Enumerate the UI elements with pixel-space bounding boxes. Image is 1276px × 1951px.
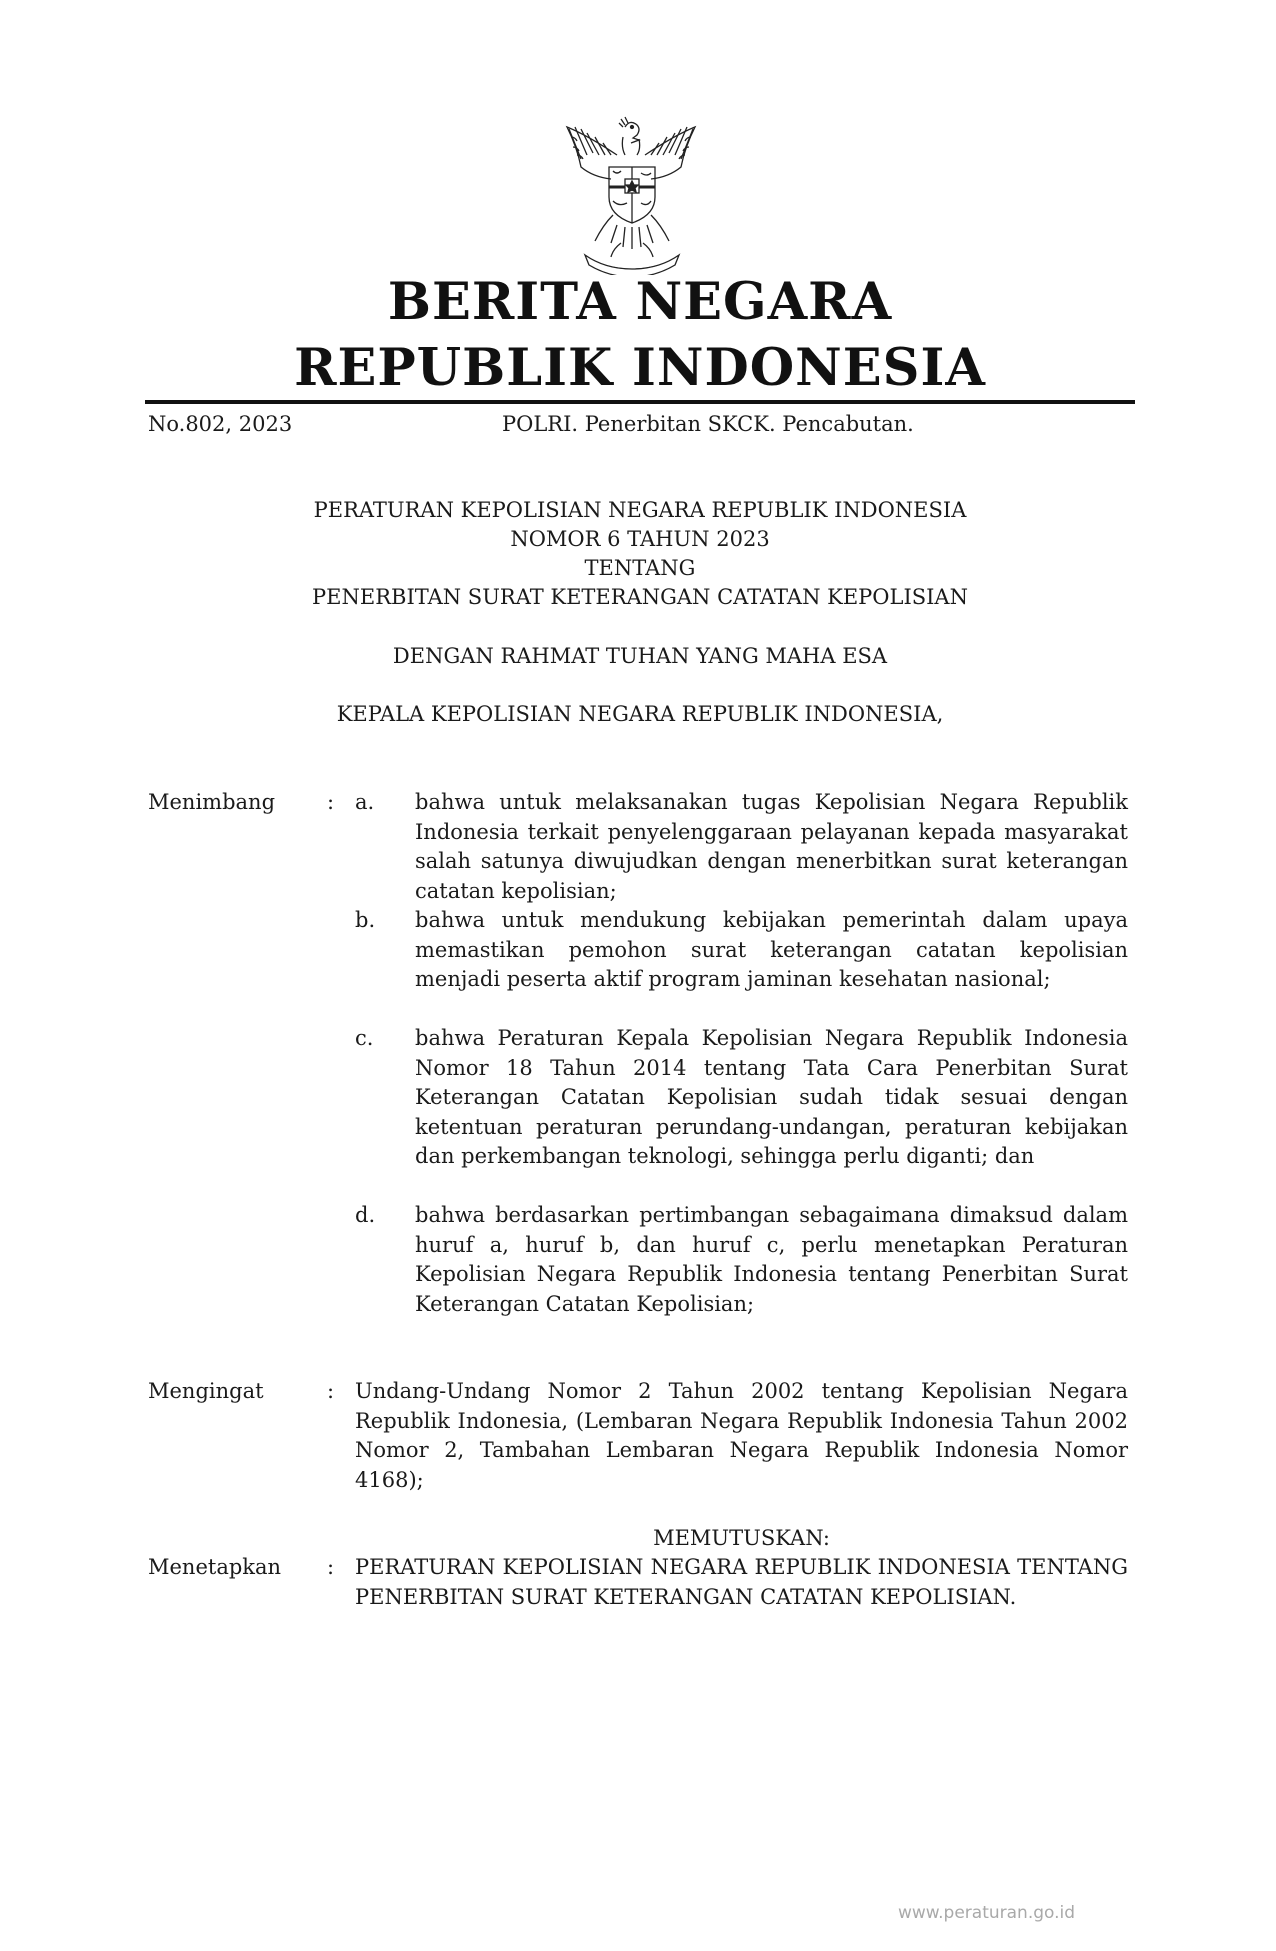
menimbang-item-a: bahwa untuk melaksanakan tugas Kepolisian Negara Republik Indonesia terkait penyelenggaraan pelayanan kepada masyarakat salah satunya diwujudkan dengan menerbitkan surat keterangan catatan kepolisian; [415,790,1128,903]
menimbang-item-b: bahwa untuk mendukung kebijakan pemerintah dalam upaya memastikan pemohon surat keterangan catatan kepolisian menjadi peserta aktif program jaminan kesehatan nasional; [415,908,1128,991]
menimbang-label: Menimbang [148,790,276,814]
menimbang-colon: : [327,790,335,814]
menimbang-item-d: bahwa berdasarkan pertimbangan sebagaimana dimaksud dalam huruf a, huruf b, dan huruf c, perlu menetapkan Peraturan Kepolisian Negara Republik Indonesia tentang Penerbitan Surat Keterangan Catatan Kepolisian; [415,1203,1128,1316]
title-line-3: TENTANG [584,556,696,580]
masthead-rule [145,400,1135,404]
menimbang-letter-c: c. [355,1026,374,1050]
website-watermark: www.peraturan.go.id [898,1903,1076,1923]
memutuskan-heading: MEMUTUSKAN: [653,1526,830,1550]
menetapkan-label: Menetapkan [148,1555,282,1579]
issue-number: No.802, 2023 [148,412,293,436]
garuda-emblem-icon [555,115,705,275]
mengingat-label: Mengingat [148,1379,264,1403]
kepala-line: KEPALA KEPOLISIAN NEGARA REPUBLIK INDONESIA, [336,702,944,726]
menimbang-letter-a: a. [355,790,375,814]
menimbang-letter-d: d. [355,1203,376,1227]
title-line-2: NOMOR 6 TAHUN 2023 [510,527,770,551]
mengingat-colon: : [327,1379,335,1403]
title-line-4: PENERBITAN SURAT KETERANGAN CATATAN KEPOLISIAN [312,585,968,609]
rahmat-line: DENGAN RAHMAT TUHAN YANG MAHA ESA [392,644,888,668]
masthead-line-2: REPUBLIK INDONESIA [294,338,986,398]
regulation-title [145,496,1135,612]
masthead-line-1: BERITA NEGARA [387,272,893,332]
menetapkan-colon: : [327,1555,335,1579]
menimbang-letter-b: b. [355,908,376,932]
menimbang-item-c: bahwa Peraturan Kepala Kepolisian Negara Republik Indonesia Nomor 18 Tahun 2014 tentang Tata Cara Penerbitan Surat Keterangan Catatan Kepolisian sudah tidak sesuai dengan ketentuan peraturan perundang-undangan, peraturan kebijakan dan perkembangan teknologi, sehingga perlu diganti; dan [415,1026,1128,1168]
issue-subject: POLRI. Penerbitan SKCK. Pencabutan. [502,412,914,436]
mengingat-text: Undang-Undang Nomor 2 Tahun 2002 tentang Kepolisian Negara Republik Indonesia, (Lembaran Negara Republik Indonesia Tahun 2002 Nomor 2, Tambahan Lembaran Negara Republik Indonesia Nomor 4168); [355,1379,1128,1492]
menetapkan-text: PERATURAN KEPOLISIAN NEGARA REPUBLIK INDONESIA TENTANG PENERBITAN SURAT KETERANGAN CATATAN KEPOLISIAN. [355,1555,1128,1609]
title-line-1: PERATURAN KEPOLISIAN NEGARA REPUBLIK INDONESIA [313,498,967,522]
